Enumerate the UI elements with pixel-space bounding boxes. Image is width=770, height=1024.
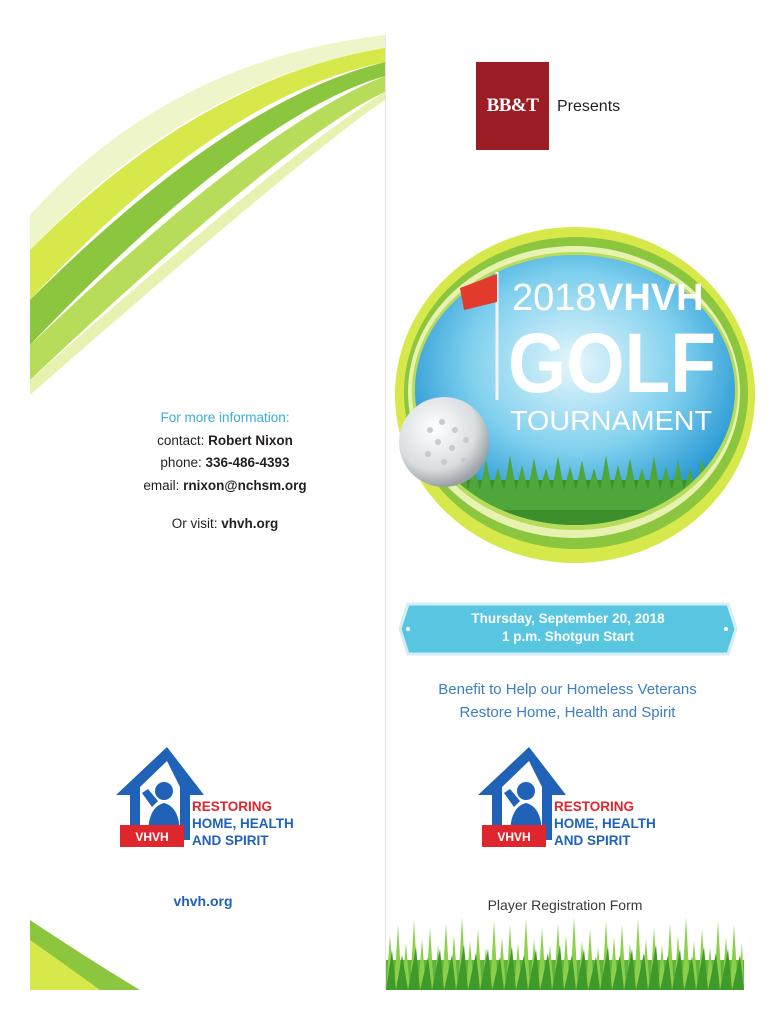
benefit-line2: Restore Home, Health and Spirit (459, 704, 676, 721)
event-start: 1 p.m. Shotgun Start (501, 629, 634, 644)
title-main: GOLF (508, 316, 716, 410)
presents-label: Presents (557, 98, 621, 115)
benefit-line1: Benefit to Help our Homeless Veterans (438, 681, 697, 698)
grass-decoration (386, 905, 744, 990)
bbt-logo: BB&T (476, 62, 549, 150)
contact-label: contact: (157, 432, 205, 448)
title-org: VHVH (598, 277, 704, 319)
title-sub: TOURNAMENT (510, 405, 712, 436)
contact-name: Robert Nixon (208, 432, 293, 448)
title-year: 2018 (512, 277, 597, 319)
visit-line (90, 513, 360, 536)
logo-badge: VHVH (497, 830, 531, 844)
logo-line2: HOME, HEALTH (192, 816, 294, 831)
logo-badge: VHVH (135, 830, 169, 844)
footer-url[interactable]: vhvh.org (173, 893, 233, 909)
logo-line1: RESTORING (192, 799, 273, 814)
logo-line3: AND SPIRIT (192, 833, 269, 848)
phone-label: phone: (160, 455, 202, 470)
vhvh-logo-right (474, 745, 664, 860)
registration-form-label: Player Registration Form (487, 897, 643, 913)
phone-number[interactable]: 336-486-4393 (205, 455, 290, 470)
email-address[interactable]: rnixon@nchsm.org (183, 477, 307, 493)
email-label: email: (143, 477, 180, 493)
phone-line (90, 452, 360, 475)
contact-info (90, 407, 360, 536)
info-heading: For more information: (160, 410, 290, 425)
house-salute-icon (112, 745, 302, 860)
benefit-text (395, 678, 740, 724)
email-line (90, 475, 360, 498)
logo-line2: HOME, HEALTH (554, 816, 656, 831)
date-banner (398, 602, 738, 656)
logo-line1: RESTORING (554, 799, 635, 814)
visit-link[interactable]: vhvh.org (221, 516, 279, 531)
house-salute-icon (474, 745, 664, 860)
event-date: Thursday, September 20, 2018 (471, 611, 665, 626)
contact-line (90, 430, 360, 453)
tournament-hero (380, 210, 760, 590)
vhvh-logo-left (112, 745, 302, 860)
visit-label: Or visit: (171, 516, 218, 531)
logo-line3: AND SPIRIT (554, 833, 631, 848)
